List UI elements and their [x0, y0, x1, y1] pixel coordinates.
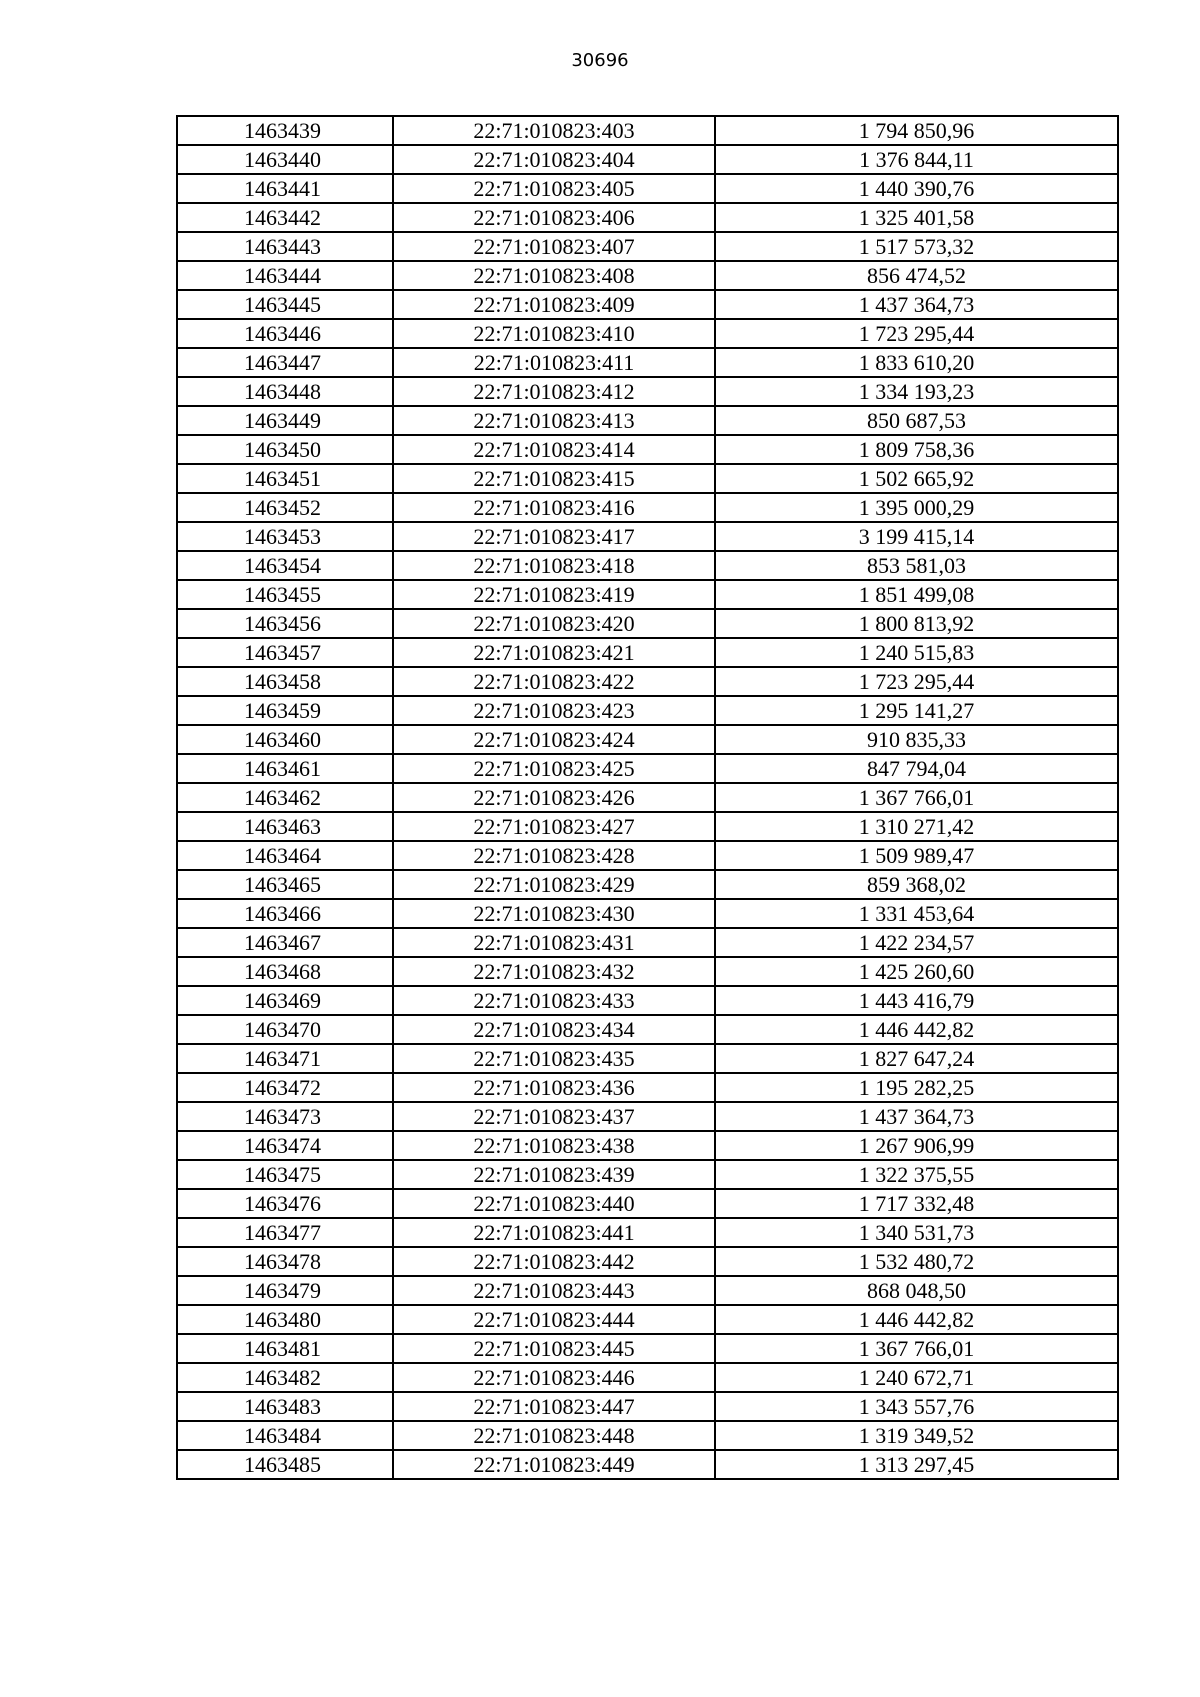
row-number-cell: 1463462	[177, 783, 393, 812]
row-number-cell: 1463471	[177, 1044, 393, 1073]
cadastral-number-cell: 22:71:010823:431	[393, 928, 715, 957]
cadastral-number-cell: 22:71:010823:416	[393, 493, 715, 522]
cadastral-number-cell: 22:71:010823:440	[393, 1189, 715, 1218]
row-number-cell: 1463441	[177, 174, 393, 203]
cadastral-number-cell: 22:71:010823:436	[393, 1073, 715, 1102]
table-row	[177, 348, 1118, 377]
table-row	[177, 203, 1118, 232]
cadastral-value-cell: 1 425 260,60	[715, 957, 1118, 986]
table-row	[177, 551, 1118, 580]
cadastral-number-cell: 22:71:010823:442	[393, 1247, 715, 1276]
row-number-cell: 1463463	[177, 812, 393, 841]
table-row	[177, 522, 1118, 551]
row-number-cell: 1463446	[177, 319, 393, 348]
table-row	[177, 1189, 1118, 1218]
table-row	[177, 870, 1118, 899]
registry-table-body	[177, 116, 1118, 1479]
row-number-cell: 1463443	[177, 232, 393, 261]
row-number-cell: 1463442	[177, 203, 393, 232]
cadastral-value-cell: 1 809 758,36	[715, 435, 1118, 464]
cadastral-value-cell: 1 340 531,73	[715, 1218, 1118, 1247]
cadastral-value-cell: 1 331 453,64	[715, 899, 1118, 928]
table-row	[177, 1015, 1118, 1044]
cadastral-number-cell: 22:71:010823:448	[393, 1421, 715, 1450]
table-row	[177, 580, 1118, 609]
row-number-cell: 1463476	[177, 1189, 393, 1218]
cadastral-number-cell: 22:71:010823:420	[393, 609, 715, 638]
cadastral-value-cell: 853 581,03	[715, 551, 1118, 580]
table-row	[177, 1276, 1118, 1305]
cadastral-value-cell: 850 687,53	[715, 406, 1118, 435]
table-row	[177, 377, 1118, 406]
cadastral-value-cell: 1 322 375,55	[715, 1160, 1118, 1189]
row-number-cell: 1463484	[177, 1421, 393, 1450]
row-number-cell: 1463468	[177, 957, 393, 986]
table-row	[177, 957, 1118, 986]
table-row	[177, 319, 1118, 348]
row-number-cell: 1463449	[177, 406, 393, 435]
table-row	[177, 1450, 1118, 1479]
cadastral-value-cell: 1 367 766,01	[715, 1334, 1118, 1363]
table-row	[177, 986, 1118, 1015]
table-row	[177, 754, 1118, 783]
cadastral-number-cell: 22:71:010823:417	[393, 522, 715, 551]
cadastral-number-cell: 22:71:010823:404	[393, 145, 715, 174]
row-number-cell: 1463480	[177, 1305, 393, 1334]
cadastral-number-cell: 22:71:010823:439	[393, 1160, 715, 1189]
table-row	[177, 725, 1118, 754]
cadastral-value-cell: 1 437 364,73	[715, 1102, 1118, 1131]
table-row	[177, 609, 1118, 638]
row-number-cell: 1463469	[177, 986, 393, 1015]
table-row	[177, 1044, 1118, 1073]
cadastral-value-cell: 1 833 610,20	[715, 348, 1118, 377]
cadastral-number-cell: 22:71:010823:423	[393, 696, 715, 725]
cadastral-number-cell: 22:71:010823:434	[393, 1015, 715, 1044]
cadastral-number-cell: 22:71:010823:414	[393, 435, 715, 464]
table-row	[177, 812, 1118, 841]
table-row	[177, 928, 1118, 957]
cadastral-value-cell: 1 376 844,11	[715, 145, 1118, 174]
table-row	[177, 1131, 1118, 1160]
table-row	[177, 232, 1118, 261]
cadastral-number-cell: 22:71:010823:433	[393, 986, 715, 1015]
cadastral-value-cell: 1 717 332,48	[715, 1189, 1118, 1218]
cadastral-value-cell: 1 195 282,25	[715, 1073, 1118, 1102]
row-number-cell: 1463473	[177, 1102, 393, 1131]
table-row	[177, 899, 1118, 928]
cadastral-number-cell: 22:71:010823:411	[393, 348, 715, 377]
cadastral-number-cell: 22:71:010823:422	[393, 667, 715, 696]
cadastral-number-cell: 22:71:010823:447	[393, 1392, 715, 1421]
row-number-cell: 1463460	[177, 725, 393, 754]
cadastral-value-cell: 1 723 295,44	[715, 667, 1118, 696]
cadastral-number-cell: 22:71:010823:435	[393, 1044, 715, 1073]
table-row	[177, 406, 1118, 435]
cadastral-number-cell: 22:71:010823:432	[393, 957, 715, 986]
cadastral-value-cell: 1 325 401,58	[715, 203, 1118, 232]
cadastral-value-cell: 1 794 850,96	[715, 116, 1118, 145]
row-number-cell: 1463479	[177, 1276, 393, 1305]
row-number-cell: 1463445	[177, 290, 393, 319]
table-row	[177, 1102, 1118, 1131]
row-number-cell: 1463467	[177, 928, 393, 957]
table-row	[177, 1218, 1118, 1247]
table-row	[177, 1392, 1118, 1421]
cadastral-value-cell: 1 295 141,27	[715, 696, 1118, 725]
cadastral-value-cell: 856 474,52	[715, 261, 1118, 290]
table-row	[177, 174, 1118, 203]
cadastral-value-cell: 1 395 000,29	[715, 493, 1118, 522]
table-row	[177, 464, 1118, 493]
row-number-cell: 1463459	[177, 696, 393, 725]
cadastral-number-cell: 22:71:010823:438	[393, 1131, 715, 1160]
cadastral-value-cell: 1 343 557,76	[715, 1392, 1118, 1421]
cadastral-value-cell: 1 532 480,72	[715, 1247, 1118, 1276]
cadastral-number-cell: 22:71:010823:446	[393, 1363, 715, 1392]
cadastral-number-cell: 22:71:010823:443	[393, 1276, 715, 1305]
cadastral-value-cell: 1 422 234,57	[715, 928, 1118, 957]
cadastral-value-cell: 1 240 672,71	[715, 1363, 1118, 1392]
table-row	[177, 696, 1118, 725]
cadastral-number-cell: 22:71:010823:441	[393, 1218, 715, 1247]
cadastral-number-cell: 22:71:010823:424	[393, 725, 715, 754]
cadastral-number-cell: 22:71:010823:425	[393, 754, 715, 783]
cadastral-value-cell: 1 517 573,32	[715, 232, 1118, 261]
cadastral-number-cell: 22:71:010823:410	[393, 319, 715, 348]
cadastral-number-cell: 22:71:010823:444	[393, 1305, 715, 1334]
table-row	[177, 1160, 1118, 1189]
row-number-cell: 1463482	[177, 1363, 393, 1392]
row-number-cell: 1463474	[177, 1131, 393, 1160]
row-number-cell: 1463457	[177, 638, 393, 667]
table-row	[177, 1334, 1118, 1363]
cadastral-value-cell: 1 437 364,73	[715, 290, 1118, 319]
cadastral-value-cell: 859 368,02	[715, 870, 1118, 899]
cadastral-value-cell: 1 367 766,01	[715, 783, 1118, 812]
row-number-cell: 1463453	[177, 522, 393, 551]
row-number-cell: 1463464	[177, 841, 393, 870]
row-number-cell: 1463481	[177, 1334, 393, 1363]
table-row	[177, 145, 1118, 174]
table-row	[177, 290, 1118, 319]
row-number-cell: 1463452	[177, 493, 393, 522]
cadastral-value-cell: 1 240 515,83	[715, 638, 1118, 667]
row-number-cell: 1463483	[177, 1392, 393, 1421]
row-number-cell: 1463454	[177, 551, 393, 580]
cadastral-number-cell: 22:71:010823:419	[393, 580, 715, 609]
row-number-cell: 1463475	[177, 1160, 393, 1189]
cadastral-number-cell: 22:71:010823:406	[393, 203, 715, 232]
cadastral-number-cell: 22:71:010823:408	[393, 261, 715, 290]
row-number-cell: 1463470	[177, 1015, 393, 1044]
table-row	[177, 1363, 1118, 1392]
cadastral-number-cell: 22:71:010823:426	[393, 783, 715, 812]
table-row	[177, 261, 1118, 290]
cadastral-number-cell: 22:71:010823:421	[393, 638, 715, 667]
row-number-cell: 1463440	[177, 145, 393, 174]
row-number-cell: 1463466	[177, 899, 393, 928]
table-row	[177, 783, 1118, 812]
row-number-cell: 1463456	[177, 609, 393, 638]
cadastral-value-cell: 1 267 906,99	[715, 1131, 1118, 1160]
cadastral-number-cell: 22:71:010823:427	[393, 812, 715, 841]
cadastral-value-cell: 1 723 295,44	[715, 319, 1118, 348]
page-number: 30696	[571, 50, 629, 71]
table-row	[177, 493, 1118, 522]
cadastral-number-cell: 22:71:010823:430	[393, 899, 715, 928]
row-number-cell: 1463465	[177, 870, 393, 899]
row-number-cell: 1463477	[177, 1218, 393, 1247]
row-number-cell: 1463455	[177, 580, 393, 609]
table-row	[177, 841, 1118, 870]
row-number-cell: 1463451	[177, 464, 393, 493]
row-number-cell: 1463439	[177, 116, 393, 145]
row-number-cell: 1463447	[177, 348, 393, 377]
row-number-cell: 1463448	[177, 377, 393, 406]
cadastral-value-cell: 1 334 193,23	[715, 377, 1118, 406]
cadastral-number-cell: 22:71:010823:412	[393, 377, 715, 406]
cadastral-value-cell: 1 446 442,82	[715, 1305, 1118, 1334]
cadastral-value-cell: 1 319 349,52	[715, 1421, 1118, 1450]
table-row	[177, 116, 1118, 145]
cadastral-number-cell: 22:71:010823:413	[393, 406, 715, 435]
row-number-cell: 1463450	[177, 435, 393, 464]
cadastral-value-cell: 1 800 813,92	[715, 609, 1118, 638]
cadastral-number-cell: 22:71:010823:405	[393, 174, 715, 203]
cadastral-value-cell: 1 440 390,76	[715, 174, 1118, 203]
cadastral-number-cell: 22:71:010823:418	[393, 551, 715, 580]
cadastral-value-cell: 847 794,04	[715, 754, 1118, 783]
table-row	[177, 1305, 1118, 1334]
cadastral-number-cell: 22:71:010823:407	[393, 232, 715, 261]
cadastral-value-cell: 1 509 989,47	[715, 841, 1118, 870]
cadastral-value-cell: 1 827 647,24	[715, 1044, 1118, 1073]
cadastral-value-cell: 1 851 499,08	[715, 580, 1118, 609]
cadastral-number-cell: 22:71:010823:449	[393, 1450, 715, 1479]
table-row	[177, 435, 1118, 464]
cadastral-number-cell: 22:71:010823:429	[393, 870, 715, 899]
cadastral-number-cell: 22:71:010823:403	[393, 116, 715, 145]
cadastral-number-cell: 22:71:010823:437	[393, 1102, 715, 1131]
table-row	[177, 667, 1118, 696]
row-number-cell: 1463461	[177, 754, 393, 783]
cadastral-value-cell: 3 199 415,14	[715, 522, 1118, 551]
table-row	[177, 1421, 1118, 1450]
cadastral-number-cell: 22:71:010823:445	[393, 1334, 715, 1363]
cadastral-number-cell: 22:71:010823:428	[393, 841, 715, 870]
cadastral-value-cell: 1 502 665,92	[715, 464, 1118, 493]
row-number-cell: 1463458	[177, 667, 393, 696]
cadastral-value-cell: 1 310 271,42	[715, 812, 1118, 841]
cadastral-number-cell: 22:71:010823:415	[393, 464, 715, 493]
cadastral-value-cell: 1 443 416,79	[715, 986, 1118, 1015]
row-number-cell: 1463472	[177, 1073, 393, 1102]
row-number-cell: 1463478	[177, 1247, 393, 1276]
cadastral-value-cell: 1 313 297,45	[715, 1450, 1118, 1479]
row-number-cell: 1463444	[177, 261, 393, 290]
cadastral-value-cell: 910 835,33	[715, 725, 1118, 754]
cadastral-number-cell: 22:71:010823:409	[393, 290, 715, 319]
table-row	[177, 638, 1118, 667]
row-number-cell: 1463485	[177, 1450, 393, 1479]
table-row	[177, 1073, 1118, 1102]
registry-table	[176, 115, 1119, 1480]
cadastral-value-cell: 868 048,50	[715, 1276, 1118, 1305]
cadastral-value-cell: 1 446 442,82	[715, 1015, 1118, 1044]
table-row	[177, 1247, 1118, 1276]
